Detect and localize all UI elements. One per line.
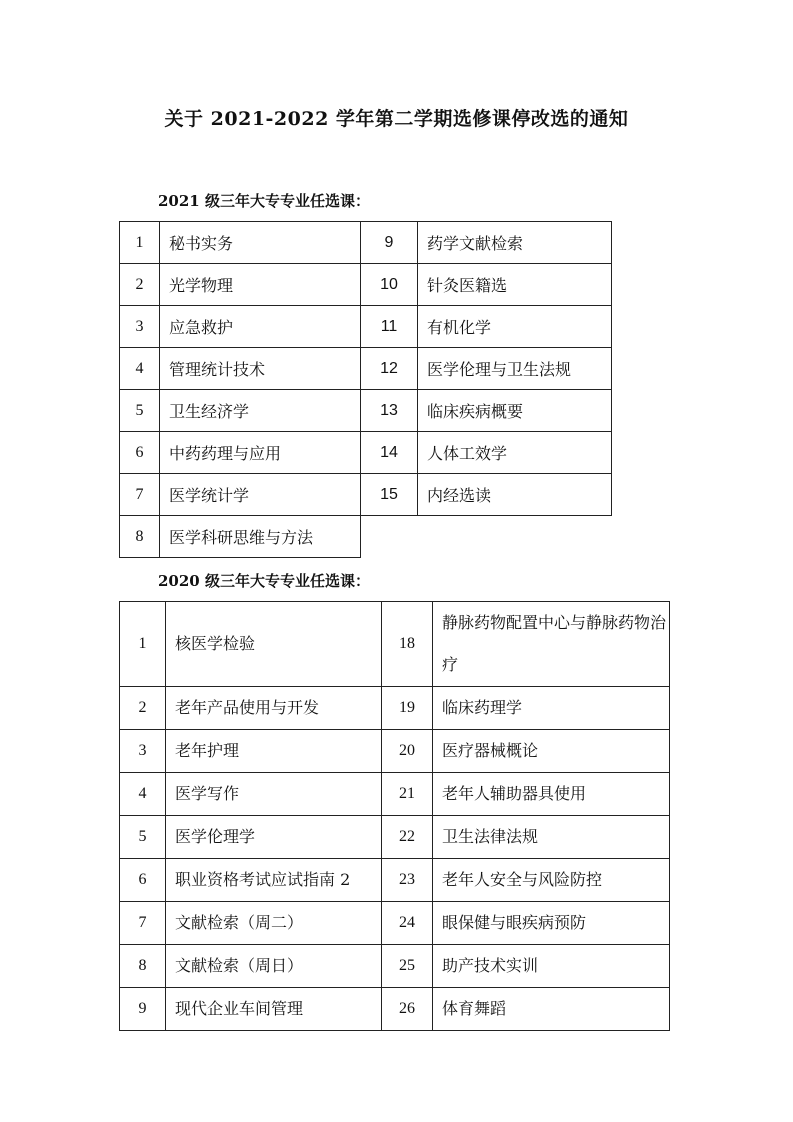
table-row (120, 816, 670, 859)
table-row (120, 432, 612, 474)
course-number: 26 (382, 988, 433, 1031)
table-row (120, 306, 612, 348)
section-heading-2020: 2020 级三年大专专业任选课： (158, 572, 370, 590)
course-name: 老年人辅助器具使用 (433, 773, 670, 816)
course-number: 8 (120, 945, 166, 988)
empty-cell (418, 516, 612, 558)
course-number: 3 (120, 306, 160, 348)
table-row (120, 773, 670, 816)
table-row (120, 516, 612, 558)
table-row (120, 390, 612, 432)
course-number: 19 (382, 687, 433, 730)
course-table-2021 (119, 221, 612, 558)
course-number: 4 (120, 348, 160, 390)
course-name: 医学科研思维与方法 (160, 516, 361, 558)
course-name: 现代企业车间管理 (166, 988, 382, 1031)
course-number: 10 (361, 264, 418, 306)
course-name: 光学物理 (160, 264, 361, 306)
table-row (120, 348, 612, 390)
course-name: 助产技术实训 (433, 945, 670, 988)
course-name: 职业资格考试应试指南 2 (166, 859, 382, 902)
course-name: 眼保健与眼疾病预防 (433, 902, 670, 945)
table-row (120, 945, 670, 988)
course-number: 6 (120, 859, 166, 902)
course-number: 23 (382, 859, 433, 902)
course-name: 应急救护 (160, 306, 361, 348)
course-name: 卫生法律法规 (433, 816, 670, 859)
course-name: 针灸医籍选 (418, 264, 612, 306)
table-row (120, 988, 670, 1031)
table-row (120, 264, 612, 306)
course-name: 中药药理与应用 (160, 432, 361, 474)
course-number: 1 (120, 222, 160, 264)
course-number: 22 (382, 816, 433, 859)
table-row (120, 902, 670, 945)
empty-cell (361, 516, 418, 558)
course-name: 临床药理学 (433, 687, 670, 730)
course-number: 2 (120, 687, 166, 730)
course-number: 1 (120, 602, 166, 687)
table-row (120, 859, 670, 902)
course-name: 文献检索（周日） (166, 945, 382, 988)
course-name: 医疗器械概论 (433, 730, 670, 773)
course-name: 医学统计学 (160, 474, 361, 516)
table-row (120, 730, 670, 773)
course-name: 医学写作 (166, 773, 382, 816)
course-number: 5 (120, 816, 166, 859)
course-name: 文献检索（周二） (166, 902, 382, 945)
course-number: 13 (361, 390, 418, 432)
course-name: 管理统计技术 (160, 348, 361, 390)
course-number: 6 (120, 432, 160, 474)
course-number: 2 (120, 264, 160, 306)
course-name: 核医学检验 (166, 602, 382, 687)
course-table-2020 (119, 601, 670, 1031)
course-number: 14 (361, 432, 418, 474)
table-row (120, 687, 670, 730)
course-name: 有机化学 (418, 306, 612, 348)
table-row (120, 222, 612, 264)
course-number: 11 (361, 306, 418, 348)
course-name: 老年人安全与风险防控 (433, 859, 670, 902)
course-name: 秘书实务 (160, 222, 361, 264)
course-name: 临床疾病概要 (418, 390, 612, 432)
course-number: 20 (382, 730, 433, 773)
page-title: 关于 2021-2022 学年第二学期选修课停改选的通知 (164, 108, 629, 130)
course-name: 老年护理 (166, 730, 382, 773)
course-name: 人体工效学 (418, 432, 612, 474)
course-number: 7 (120, 474, 160, 516)
table-row (120, 602, 670, 687)
section-heading-2021: 2021 级三年大专专业任选课： (158, 192, 370, 210)
course-number: 24 (382, 902, 433, 945)
course-name: 医学伦理与卫生法规 (418, 348, 612, 390)
course-number: 3 (120, 730, 166, 773)
course-name: 药学文献检索 (418, 222, 612, 264)
table-row (120, 474, 612, 516)
course-number: 8 (120, 516, 160, 558)
course-number: 21 (382, 773, 433, 816)
course-name: 卫生经济学 (160, 390, 361, 432)
course-name: 医学伦理学 (166, 816, 382, 859)
course-number: 12 (361, 348, 418, 390)
course-number: 4 (120, 773, 166, 816)
course-number: 5 (120, 390, 160, 432)
course-name: 老年产品使用与开发 (166, 687, 382, 730)
course-name: 内经选读 (418, 474, 612, 516)
course-number: 9 (361, 222, 418, 264)
course-name: 静脉药物配置中心与静脉药物治疗 (433, 602, 670, 687)
course-number: 15 (361, 474, 418, 516)
course-number: 18 (382, 602, 433, 687)
course-name: 体育舞蹈 (433, 988, 670, 1031)
course-number: 9 (120, 988, 166, 1031)
course-number: 25 (382, 945, 433, 988)
course-number: 7 (120, 902, 166, 945)
